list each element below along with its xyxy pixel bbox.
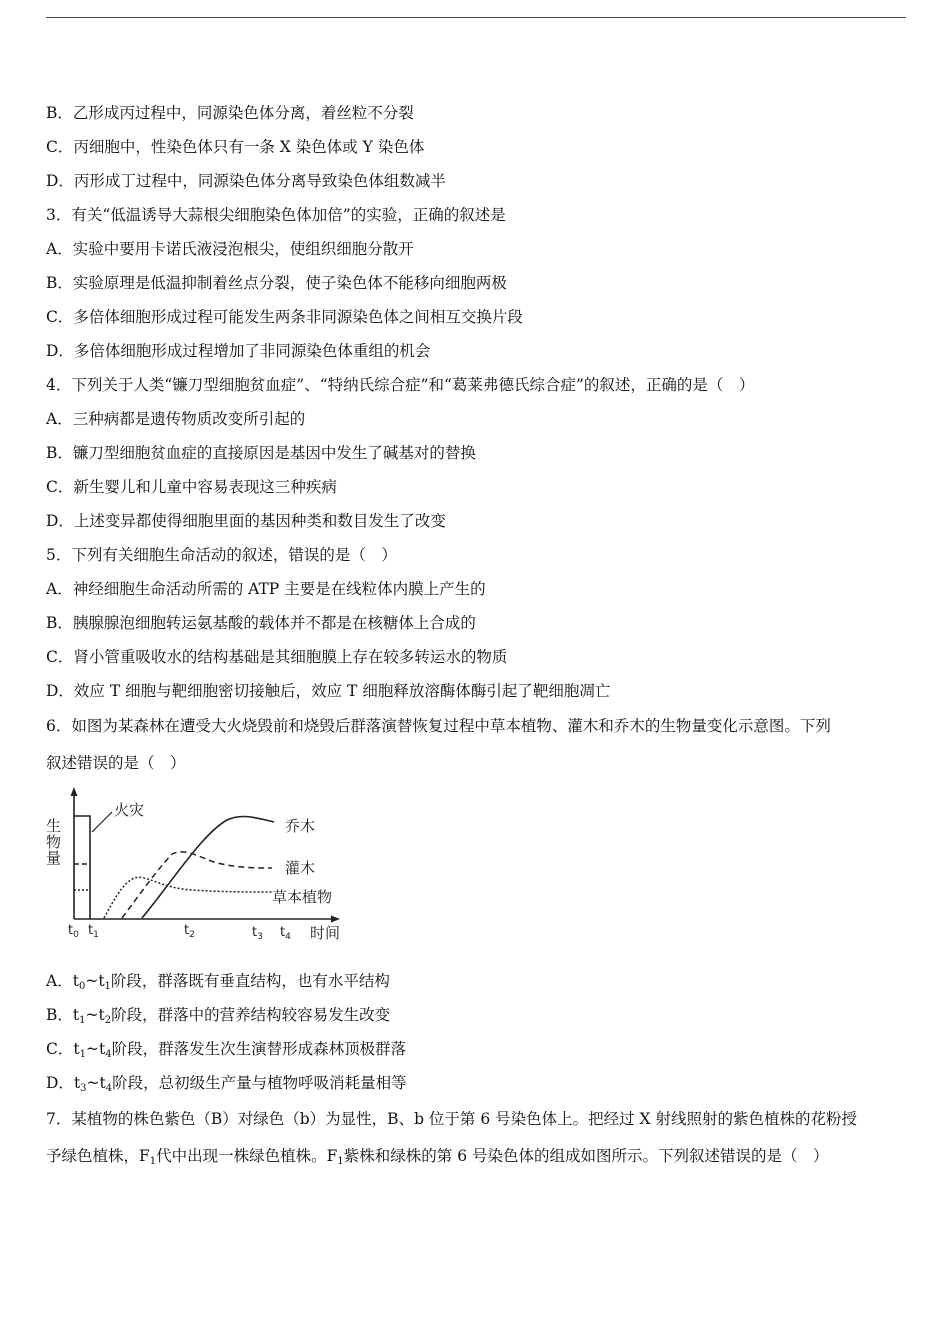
option-rest: 阶段，群落既有垂直结构，也有水平结构	[110, 972, 390, 990]
text-line: C．新生婴儿和儿童中容易表现这三种疾病	[46, 478, 337, 496]
text-line: B．乙形成丙过程中，同源染色体分离，着丝粒不分裂	[46, 104, 414, 122]
text-line: B．镰刀型细胞贫血症的直接原因是基因中发生了碱基对的替换	[46, 444, 476, 462]
text-line: C．多倍体细胞形成过程可能发生两条非同源染色体之间相互交换片段	[46, 308, 523, 326]
x-axis-arrow	[331, 916, 340, 923]
herb-curve	[104, 877, 272, 918]
tick-t4: $t_4$	[280, 925, 291, 942]
fire-pointer	[92, 812, 112, 832]
option-rest: 阶段，群落发生次生演替形成森林顶极群落	[111, 1040, 407, 1058]
option-sep: ~	[85, 1006, 99, 1024]
option-line	[46, 1005, 390, 1025]
option-t1: t	[72, 972, 79, 990]
option-s1: 1	[79, 1049, 86, 1060]
option-s1: 3	[80, 1083, 87, 1094]
option-t1: t	[73, 1074, 81, 1092]
q7-sub-2: 1	[337, 1156, 344, 1167]
option-t2: t	[99, 1074, 106, 1092]
option-sep: ~	[85, 972, 99, 990]
header-rule	[46, 17, 906, 18]
option-s1: 1	[79, 1015, 86, 1026]
option-s2: 1	[104, 981, 111, 992]
option-line	[46, 1039, 406, 1059]
option-prefix: B．	[46, 1006, 73, 1024]
option-t2: t	[98, 972, 105, 990]
option-t2: t	[98, 1006, 105, 1024]
q7-text-c: 紫株和绿株的第 6 号染色体的组成如图所示。下列叙述错误的是（ ）	[343, 1147, 829, 1165]
option-rest: 阶段，群落中的营养结构较容易发生改变	[111, 1006, 391, 1024]
q7-text-b: 代中出现一株绿色植株。F	[156, 1147, 338, 1165]
text-line: A．实验中要用卡诺氏液浸泡根尖，使组织细胞分散开	[46, 240, 414, 258]
option-t2: t	[98, 1040, 106, 1058]
option-line	[46, 1073, 407, 1093]
series-label-shrub: 灌木	[285, 859, 316, 877]
text-line: 3．有关“低温诱导大蒜根尖细胞染色体加倍”的实验，正确的叙述是	[46, 206, 506, 224]
option-s1: 0	[78, 981, 86, 992]
option-prefix: C．	[46, 1040, 74, 1058]
option-sep: ~	[85, 1040, 99, 1058]
q7-text-a: 予绿色植株，F	[46, 1147, 150, 1165]
option-s2: 4	[105, 1049, 112, 1060]
option-s2: 4	[105, 1083, 113, 1094]
text-line: A．三种病都是遗传物质改变所引起的	[46, 410, 306, 428]
text-line: C．肾小管重吸收水的结构基础是其细胞膜上存在较多转运水的物质	[46, 648, 508, 666]
text-line: B．胰腺腺泡细胞转运氨基酸的载体并不都是在核糖体上合成的	[46, 614, 476, 632]
text-line: D．效应 T 细胞与靶细胞密切接触后，效应 T 细胞释放溶酶体酶引起了靶细胞凋亡	[46, 682, 611, 700]
option-sep: ~	[86, 1074, 100, 1092]
option-prefix: D．	[46, 1074, 74, 1092]
text-line: 5．下列有关细胞生命活动的叙述，错误的是（ ）	[46, 546, 397, 564]
tick-t0: $t_0$	[68, 923, 79, 940]
option-s2: 2	[104, 1015, 112, 1026]
q7-line-1: 7．某植物的株色紫色（B）对绿色（b）为显性，B、b 位于第 6 号染色体上。把经过 X 射线照射的紫色植株的花粉授	[46, 1110, 858, 1128]
q7-line-2	[46, 1146, 829, 1166]
text-line: 6．如图为某森林在遭受大火烧毁前和烧毁后群落演替恢复过程中草本植物、灌木和乔木的生物量变化示意图。下列	[46, 717, 831, 735]
text-line: D．丙形成丁过程中，同源染色体分离导致染色体组数减半	[46, 172, 446, 190]
pre-fire-tree-curve	[74, 816, 90, 919]
option-t1: t	[72, 1006, 80, 1024]
shrub-curve	[122, 852, 272, 918]
text-line: D．上述变异都使得细胞里面的基因种类和数目发生了改变	[46, 512, 446, 530]
option-rest: 阶段，总初级生产量与植物呼吸消耗量相等	[112, 1074, 407, 1092]
biomass-chart	[42, 782, 362, 944]
series-label-herb: 草本植物	[272, 888, 333, 906]
tick-t3: $t_3$	[252, 925, 263, 942]
y-axis-label: 生物量	[44, 818, 62, 866]
succession-figure	[42, 782, 362, 944]
text-line: 4．下列关于人类“镰刀型细胞贫血症”、“特纳氏综合症”和“葛莱弗德氏综合症”的叙述，正确的是（ ）	[46, 376, 755, 394]
tick-t2: $t_2$	[184, 923, 195, 940]
x-axis-label: 时间	[310, 924, 341, 942]
text-line: C．丙细胞中，性染色体只有一条 X 染色体或 Y 染色体	[46, 138, 425, 156]
option-t1: t	[73, 1040, 80, 1058]
y-axis-arrow	[71, 787, 78, 796]
option-line	[46, 971, 390, 991]
text-line: B．实验原理是低温抑制着丝点分裂，使子染色体不能移向细胞两极	[46, 274, 507, 292]
q7-sub-1: 1	[149, 1156, 157, 1167]
text-line: 叙述错误的是（ ）	[46, 754, 186, 772]
option-prefix: A．	[46, 972, 73, 990]
text-line: D．多倍体细胞形成过程增加了非同源染色体重组的机会	[46, 342, 431, 360]
tick-t1: $t_1$	[88, 923, 99, 940]
series-label-tree: 乔木	[285, 817, 316, 835]
fire-label: 火灾	[114, 801, 145, 819]
text-line: A．神经细胞生命活动所需的 ATP 主要是在线粒体内膜上产生的	[46, 580, 486, 598]
